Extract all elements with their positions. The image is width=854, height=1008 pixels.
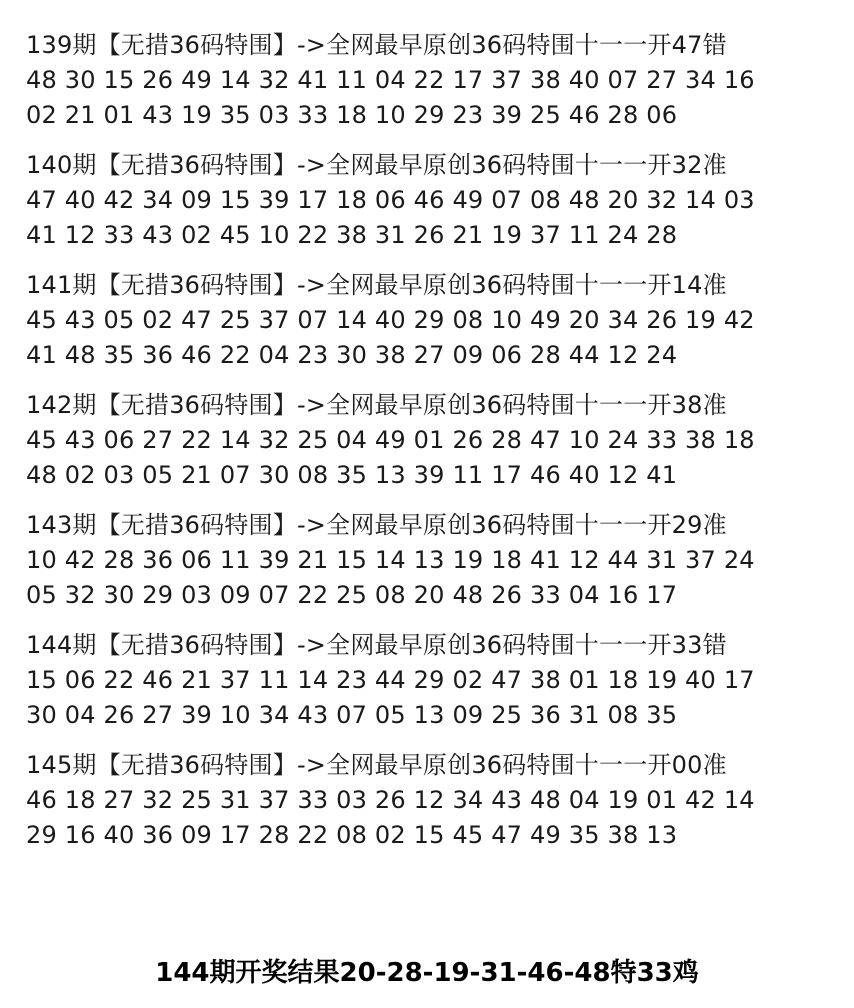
number-line: 05 32 30 29 03 09 07 22 25 08 20 48 26 33 04 16 17: [26, 581, 678, 609]
number-line: 47 40 42 34 09 15 39 17 18 06 46 49 07 08 48 20 32 14 03: [26, 186, 755, 214]
number-line: 02 21 01 43 19 35 03 33 18 10 29 23 39 25 46 28 06: [26, 101, 678, 129]
entry: [26, 148, 846, 253]
entry-header: 141期【无措36码特围】->全网最早原创36码特围十一一开14准: [26, 271, 727, 299]
entries-list: [26, 28, 846, 868]
number-line: 48 30 15 26 49 14 32 41 11 04 22 17 37 38 40 07 27 34 16: [26, 66, 755, 94]
entry-header: 139期【无措36码特围】->全网最早原创36码特围十一一开47错: [26, 31, 727, 59]
entry-header: 145期【无措36码特围】->全网最早原创36码特围十一一开00准: [26, 751, 727, 779]
entry-header: 144期【无措36码特围】->全网最早原创36码特围十一一开33错: [26, 631, 727, 659]
number-line: 41 12 33 43 02 45 10 22 38 31 26 21 19 37 11 24 28: [26, 221, 678, 249]
number-line: 15 06 22 46 21 37 11 14 23 44 29 02 47 38 01 18 19 40 17: [26, 666, 755, 694]
number-line: 45 43 06 27 22 14 32 25 04 49 01 26 28 47 10 24 33 38 18: [26, 426, 755, 454]
entry-header: 143期【无措36码特围】->全网最早原创36码特围十一一开29准: [26, 511, 727, 539]
number-line: 29 16 40 36 09 17 28 22 08 02 15 45 47 49 35 38 13: [26, 821, 678, 849]
draw-result-footer: 144期开奖结果20-28-19-31-46-48特33鸡: [155, 958, 699, 988]
number-line: 10 42 28 36 06 11 39 21 15 14 13 19 18 41 12 44 31 37 24: [26, 546, 755, 574]
number-line: 45 43 05 02 47 25 37 07 14 40 29 08 10 49 20 34 26 19 42: [26, 306, 755, 334]
entry: [26, 388, 846, 493]
number-line: 30 04 26 27 39 10 34 43 07 05 13 09 25 36 31 08 35: [26, 701, 678, 729]
entry: [26, 628, 846, 733]
number-line: 41 48 35 36 46 22 04 23 30 38 27 09 06 28 44 12 24: [26, 341, 678, 369]
entry: [26, 508, 846, 613]
entry-header: 142期【无措36码特围】->全网最早原创36码特围十一一开38准: [26, 391, 727, 419]
entry-header: 140期【无措36码特围】->全网最早原创36码特围十一一开32准: [26, 151, 727, 179]
entry: [26, 748, 846, 853]
number-line: 48 02 03 05 21 07 30 08 35 13 39 11 17 46 40 12 41: [26, 461, 678, 489]
entry: [26, 268, 846, 373]
entry: [26, 28, 846, 133]
number-line: 46 18 27 32 25 31 37 33 03 26 12 34 43 48 04 19 01 42 14: [26, 786, 755, 814]
